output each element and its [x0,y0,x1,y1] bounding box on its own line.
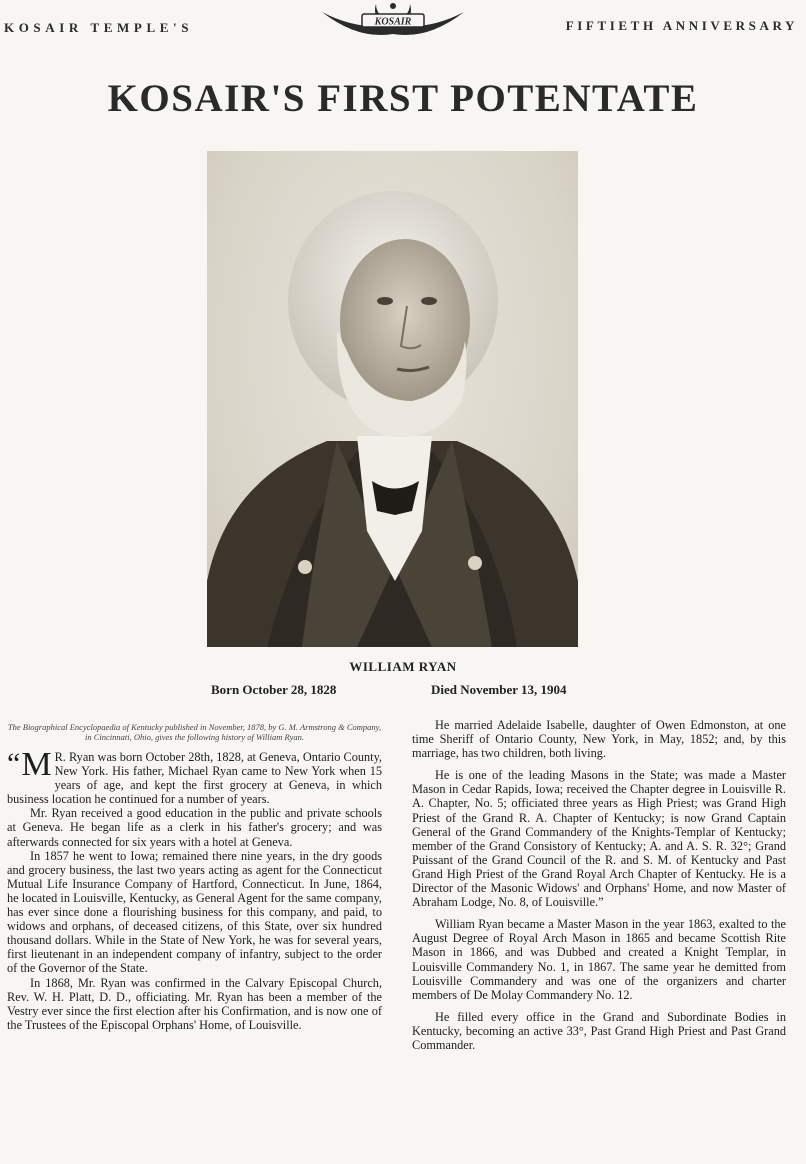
body-paragraph: Mr. Ryan received a good education in the public and private schools at Geneva. He began life as a clerk in his father's grocery; and was afterwards connected for six years with a hotel at Geneva. [7,806,382,849]
left-column [7,722,382,1032]
body-paragraph: He married Adelaide Isabelle, daughter of Owen Edmonston, at one time Sheriff of Ontario County, New York, in May, 1852; and, by this marriage, has two children, both living. [412,718,786,761]
death-date: Died November 13, 1904 [431,682,567,697]
birth-date: Born October 28, 1828 [211,682,337,697]
body-text: R. Ryan was born October 28th, 1828, at Geneva, Ontario County, New York. His father, Michael Ryan came to New York when 15 years of age, and kept the first grocery at Geneva, in which business location he continued for a number of years. [7,750,382,807]
page-title: KOSAIR'S FIRST POTENTATE [107,77,699,120]
body-paragraph: In 1868, Mr. Ryan was confirmed in the Calvary Episcopal Church, Rev. W. H. Platt, D. D., officiating. Mr. Ryan has been a member of the Vestry ever since the first election after his Confirmation, and is now one of the Trustees of the Episcopal Orphans' Home, of Louisville. [7,975,382,1032]
running-header-left: KOSAIR TEMPLE'S [4,20,194,35]
source-note: The Biographical Encyclopaedia of Kentucky published in November, 1878, by G. M. Armstrong & Company, in Cincinnati, Ohio, gives the following history of William Ryan. [7,722,382,742]
body-paragraph: In 1857 he went to Iowa; remained there nine years, in the dry goods and grocery business, the last two years acting as agent for the Connecticut Mutual Life Insurance Company of Hartford, Connecticut. In June, 1864, he located in Louisville, Kentucky, as General Agent for the same company, has ever since done a flourishing business for this company, and paid, to widows and orphans, of deceased citizens, of this State, over six hundred thousand dollars. While in the State of New York, he was for several years, first lieutenant in an independent company of infantry, subject to the order of the Governor of the State. [7,848,382,976]
body-paragraph: William Ryan became a Master Mason in the year 1863, exalted to the August Degree of Royal Arch Mason in 1865 and became Scottish Rite Mason in 1866, and was Dubbed and created a Knight Templar, in Louisville Commandery No. 1, in 1867. The same year he demitted from Louisville Commandery and was one of the organizers and charter members of De Molay Commandery No. 12. [412,917,786,1002]
emblem-text: KOSAIR [374,16,412,28]
portrait-caption-name: WILLIAM RYAN [349,659,457,674]
opening-quote: “ [7,747,21,780]
drop-cap: M [21,746,52,783]
portrait-photo [207,151,578,647]
body-paragraph: He filled every office in the Grand and Subordinate Bodies in Kentucky, becoming an active 33°, Past Grand High Priest and Past Grand Commander. [412,1009,786,1052]
body-paragraph: He is one of the leading Masons in the State; was made a Master Mason in Cedar Rapids, Iowa; received the Chapter degree in Louisville R. A. Chapter, No. 5; officiated three years as High Priest; was Grand High Priest of the Grand R. A. Chapter of Kentucky; is now Grand Captain General of the Grand Commandery of the Knights-Templar of Kentucky; member of the Grand Consistory of Kentucky; A. and A. S. R. 32°; Grand Puissant of the Grand Council of the R. and S. M. of Kentucky and Past Grand High Priest of the Grand Royal Arch Chapter of Kentucky. He is a Director of the Masonic Widows' and Orphans' Home, and now Master of Abraham Lodge, No. 8, of Louisville.” [412,768,786,910]
running-header-right: FIFTIETH ANNIVERSARY [565,18,798,33]
right-column [412,718,786,1060]
kosair-emblem-icon [318,0,468,40]
body-paragraph [7,746,382,807]
